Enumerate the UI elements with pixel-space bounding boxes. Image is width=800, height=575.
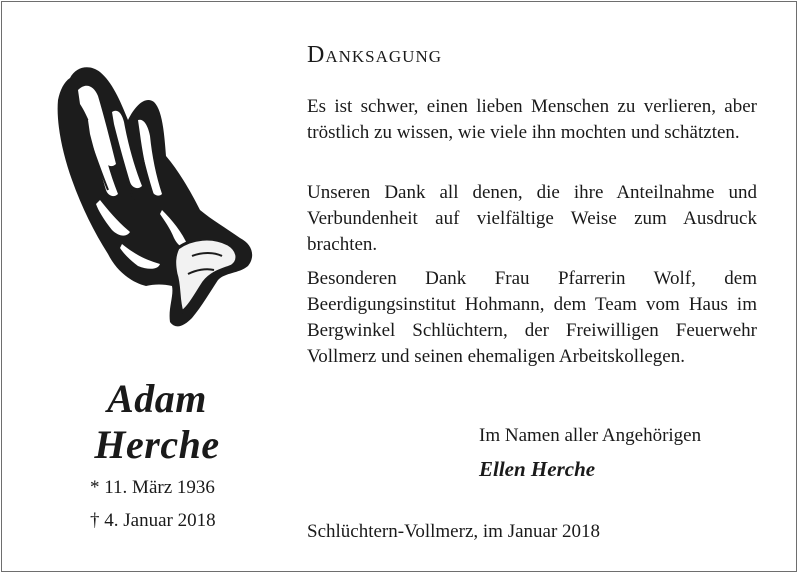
deceased-first-name: Adam (107, 376, 207, 421)
thanks-paragraph-1: Es ist schwer, einen lieben Menschen zu verlieren, aber tröstlich zu wissen, wie viele ihn mochten und schätzten. (307, 96, 757, 143)
obituary-card (1, 1, 797, 572)
deceased-last-name: Herche (94, 422, 220, 467)
on-behalf-line: Im Namen aller Angehörigen (479, 425, 702, 446)
praying-hands-icon (42, 60, 262, 335)
birth-date: * 11. März 1936 (90, 477, 215, 498)
thanks-paragraph-2: Unseren Dank all denen, die ihre Anteilnahme und Verbundenheit auf vielfältige Weise zum Ausdruck brachten. (307, 182, 757, 255)
thanks-paragraph-3: Besonderen Dank Frau Pfarrerin Wolf, dem Beerdigungsinstitut Hohmann, dem Team vom Haus im Bergwinkel Schlüchtern, der Freiwilligen Feuerwehr Vollmerz und seinen ehemaligen Arbeitskollegen. (307, 268, 757, 367)
notice-heading: Danksagung (307, 42, 443, 68)
place-date-line: Schlüchtern-Vollmerz, im Januar 2018 (307, 521, 601, 542)
death-date: † 4. Januar 2018 (90, 510, 216, 531)
signer-name: Ellen Herche (479, 457, 596, 481)
